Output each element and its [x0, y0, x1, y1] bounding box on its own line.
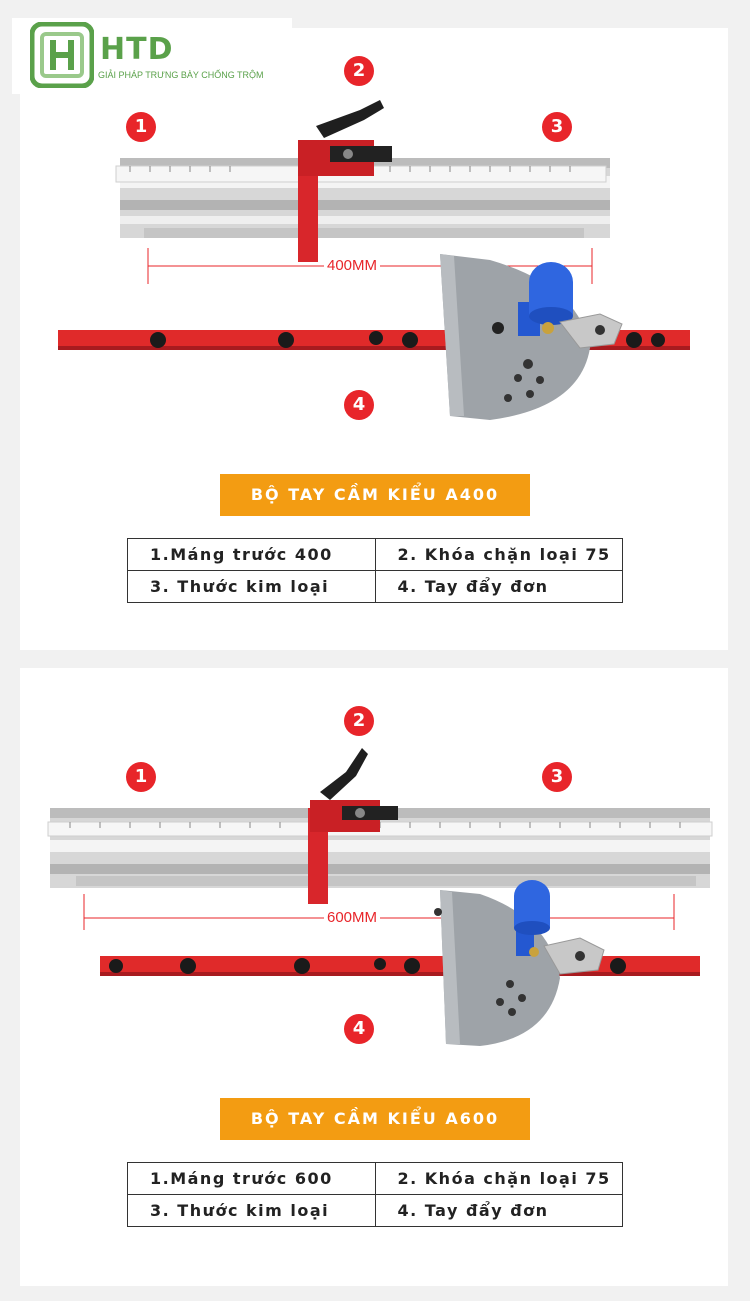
- spec-cell: 4. Tay đẩy đơn: [375, 571, 623, 603]
- spec-cell: 4. Tay đẩy đơn: [375, 1195, 623, 1227]
- spec-cell: 2. Khóa chặn loại 75: [375, 539, 623, 571]
- spec-row: [128, 1195, 623, 1227]
- spec-table: [127, 1162, 623, 1227]
- spec-row: [128, 1163, 623, 1195]
- product-panel-a400: [20, 28, 728, 650]
- callout-badge-4: 4: [344, 390, 374, 420]
- callout-badge-4: 4: [344, 1014, 374, 1044]
- logo-tagline: GIẢI PHÁP TRƯNG BÀY CHỐNG TRỘM: [98, 70, 264, 80]
- model-banner: BỘ TAY CẦM KIỂU A400: [220, 474, 530, 516]
- spec-cell: 1.Máng trước 600: [128, 1163, 376, 1195]
- spec-table: [127, 538, 623, 603]
- product-panel-a600: [20, 668, 728, 1286]
- fence-kit-illustration: [20, 668, 728, 1088]
- dimension-label: 400MM: [324, 257, 380, 274]
- spec-cell: 3. Thước kim loại: [128, 571, 376, 603]
- spec-cell: 1.Máng trước 400: [128, 539, 376, 571]
- dimension-label: 600MM: [324, 909, 380, 926]
- spec-cell: 3. Thước kim loại: [128, 1195, 376, 1227]
- callout-badge-3: 3: [542, 112, 572, 142]
- htd-logo-icon: [30, 22, 94, 88]
- callout-badge-3: 3: [542, 762, 572, 792]
- callout-badge-2: 2: [344, 56, 374, 86]
- spec-cell: 2. Khóa chặn loại 75: [375, 1163, 623, 1195]
- logo: [12, 18, 292, 94]
- spec-row: [128, 539, 623, 571]
- logo-brand: HTD: [100, 32, 174, 67]
- callout-badge-1: 1: [126, 112, 156, 142]
- model-banner: BỘ TAY CẦM KIỂU A600: [220, 1098, 530, 1140]
- callout-badge-2: 2: [344, 706, 374, 736]
- callout-badge-1: 1: [126, 762, 156, 792]
- spec-row: [128, 571, 623, 603]
